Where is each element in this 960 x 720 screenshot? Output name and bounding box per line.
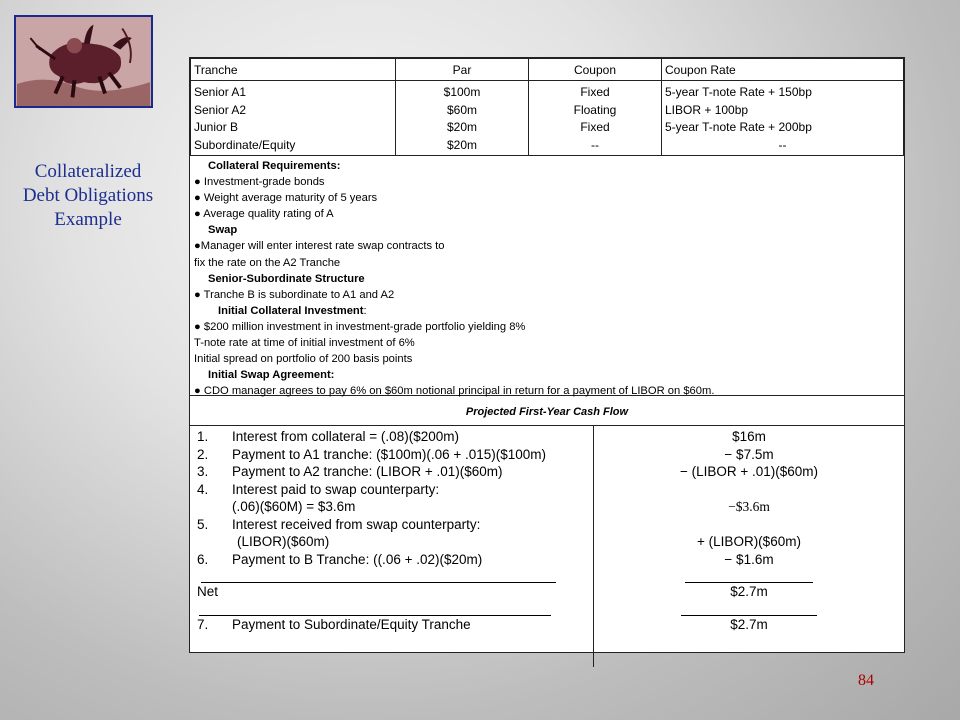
list-item xyxy=(197,481,593,499)
table-cell: Senior A1 xyxy=(194,85,247,99)
logo-image xyxy=(14,15,153,108)
item-text: Interest from collateral = (.08)($200m) xyxy=(232,429,459,444)
cash-value: − (LIBOR + .01)($60m) xyxy=(679,464,819,479)
divider xyxy=(681,601,817,616)
tranche-table-header xyxy=(191,59,904,81)
table-cell: $20m xyxy=(446,120,478,134)
list-item-text: Manager will enter interest rate swap contracts to xyxy=(200,240,445,253)
table-cell: Floating xyxy=(573,102,617,117)
tranche-table xyxy=(190,58,904,156)
table-cell: 5-year T-note Rate + 200bp xyxy=(665,120,812,134)
list-item: ●Manager will enter interest rate swap contracts to xyxy=(194,240,445,253)
title-line: Debt Obligations xyxy=(22,185,154,206)
projection-heading: Projected First-Year Cash Flow xyxy=(190,396,904,426)
text-line: fix the rate on the A2 Tranche xyxy=(194,256,341,269)
section-heading: Collateral Requirements: xyxy=(208,160,341,172)
divider xyxy=(199,601,551,616)
table-cell: $60m xyxy=(446,102,478,117)
section-heading: Senior-Subordinate Structure xyxy=(208,272,365,285)
item-number: 6. xyxy=(197,551,209,567)
spacer xyxy=(594,516,904,534)
table-cell: LIBOR + 100bp xyxy=(665,102,749,117)
cash-value: $2.7m xyxy=(730,616,768,632)
list-item: ● Investment-grade bonds xyxy=(194,176,325,189)
list-item-text: $200 million investment in investment-grade portfolio yielding 8% xyxy=(203,320,526,333)
list-item xyxy=(197,446,593,464)
table-cell: Junior B xyxy=(194,120,239,134)
list-item xyxy=(197,463,593,481)
item-text: Payment to Subordinate/Equity Tranche xyxy=(232,616,471,632)
cash-flow-values xyxy=(594,426,904,667)
tranche-table-body xyxy=(191,81,904,156)
list-item: ● Tranche B is subordinate to A1 and A2 xyxy=(194,288,395,301)
table-cell: Subordinate/Equity xyxy=(194,137,296,152)
header-cell: Par xyxy=(396,59,529,81)
table-cell: $100m xyxy=(443,85,481,99)
bull-figure-icon xyxy=(16,17,151,106)
table-cell: $20m xyxy=(446,137,478,152)
cash-flow-section xyxy=(190,426,904,667)
tranche-pars xyxy=(396,81,529,156)
table-cell: Senior A2 xyxy=(194,102,247,117)
item-text: Interest paid to swap counterparty: xyxy=(232,481,440,497)
list-item: ● $200 million investment in investment-grade portfolio yielding 8% xyxy=(194,320,526,333)
cash-flow-items xyxy=(190,426,594,667)
list-item-text: Average quality rating of A xyxy=(203,208,334,221)
header-cell: Coupon xyxy=(529,59,662,81)
section-heading: Initial Collateral Investment xyxy=(218,304,364,317)
slide-title xyxy=(4,160,172,232)
net-label: Net xyxy=(197,584,219,599)
table-cell: Fixed xyxy=(580,85,610,99)
tranche-rates xyxy=(662,81,904,156)
section-heading-row: Initial Collateral Investment: xyxy=(218,304,367,317)
item-number: 1. xyxy=(197,429,209,444)
divider xyxy=(685,568,813,583)
cash-value: − $7.5m xyxy=(724,446,774,462)
table-cell: Fixed xyxy=(580,120,610,134)
header-cell: Tranche xyxy=(191,59,396,81)
spacer xyxy=(594,481,904,499)
cash-value: $2.7m xyxy=(730,584,768,599)
list-item: ● CDO manager agrees to pay 6% on $60m notional principal in return for a payment of LIBOR on $60m. xyxy=(194,385,715,398)
section-heading: Swap xyxy=(208,224,238,237)
item-number: 4. xyxy=(197,481,209,497)
cash-value: + (LIBOR)($60m) xyxy=(697,534,801,549)
title-line: Collateralized xyxy=(34,161,142,182)
cash-value: − $1.6m xyxy=(724,551,774,567)
cash-value: $16m xyxy=(732,429,766,444)
page-number: 84 xyxy=(858,672,874,689)
list-item-text: CDO manager agrees to pay 6% on $60m notional principal in return for a payment of LIBOR on $60m. xyxy=(203,385,715,398)
item-number: 7. xyxy=(197,616,209,632)
list-item xyxy=(197,551,593,569)
section-heading: Initial Swap Agreement: xyxy=(208,369,335,382)
list-item: ● Weight average maturity of 5 years xyxy=(194,192,378,205)
item-number: 3. xyxy=(197,464,209,479)
item-continuation: (.06)($60M) = $3.6m xyxy=(232,499,356,514)
cash-value: −$3.6m xyxy=(728,499,770,514)
item-number: 2. xyxy=(197,446,209,462)
title-line: Example xyxy=(54,209,122,230)
text-line: Initial spread on portfolio of 200 basis points xyxy=(194,353,413,366)
list-item-text: Investment-grade bonds xyxy=(203,176,325,189)
item-text: Payment to B Tranche: ((.06 + .02)($20m) xyxy=(232,551,483,567)
list-item-text: Weight average maturity of 5 years xyxy=(203,192,378,205)
item-text: Payment to A2 tranche: (LIBOR + .01)($60m) xyxy=(232,464,503,479)
table-cell: 5-year T-note Rate + 150bp xyxy=(665,85,812,99)
list-item xyxy=(197,616,593,634)
list-item xyxy=(197,428,593,446)
tranche-coupons xyxy=(529,81,662,156)
item-continuation: (LIBOR)($60m) xyxy=(237,534,330,549)
header-cell: Coupon Rate xyxy=(662,59,904,81)
collateral-section xyxy=(190,156,904,396)
list-item: ● Average quality rating of A xyxy=(194,208,334,221)
divider xyxy=(201,568,556,583)
table-cell: -- xyxy=(591,137,599,152)
item-text: Payment to A1 tranche: ($100m)(.06 + .015)($100m) xyxy=(232,446,547,462)
cdo-example-panel xyxy=(189,57,905,653)
list-item xyxy=(197,516,593,534)
list-item-text: Tranche B is subordinate to A1 and A2 xyxy=(203,288,395,301)
text-line: T-note rate at time of initial investment of 6% xyxy=(194,337,415,350)
table-cell: -- xyxy=(778,137,787,152)
item-text: Interest received from swap counterparty: xyxy=(232,516,481,532)
tranche-names xyxy=(191,81,396,156)
item-number: 5. xyxy=(197,516,209,532)
